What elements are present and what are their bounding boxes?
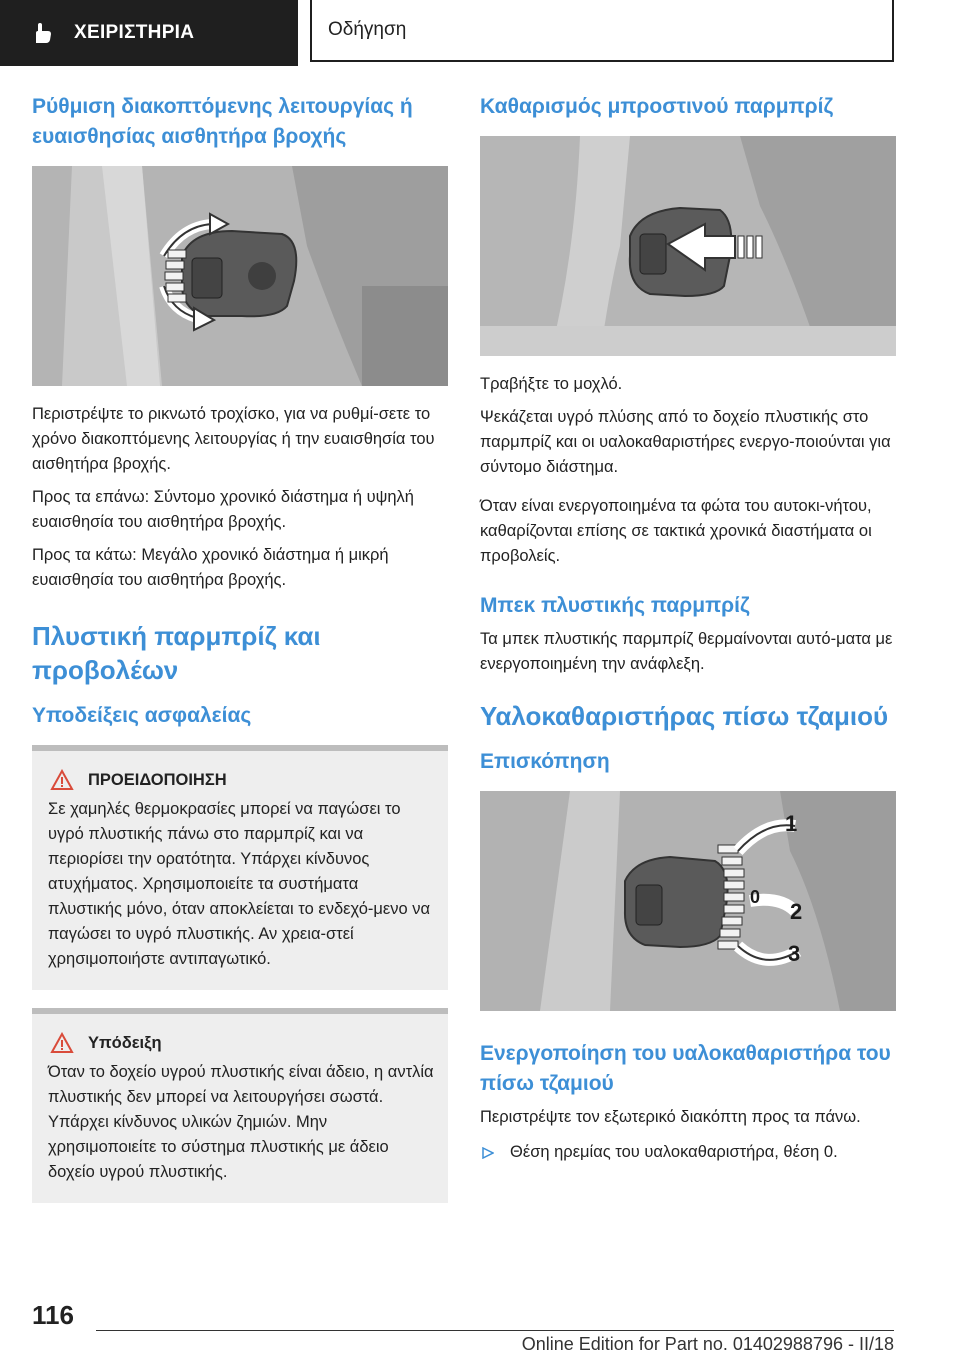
chapter-label: Οδήγηση [310, 0, 894, 62]
paragraph: Προς τα επάνω: Σύντομο χρονικό διάστημα ή υψηλή ευαισθησία του αισθητήρα βροχής. [32, 488, 414, 531]
position-label-2: 2 [790, 899, 803, 924]
note-title: Υπόδειξη [88, 1033, 162, 1052]
position-label-1: 1 [785, 811, 798, 836]
figure-pull-lever [480, 136, 896, 356]
page-number: 116 [32, 1300, 74, 1330]
paragraph: Περιστρέψτε το ρικνωτό τροχίσκο, για να ρυθμί-σετε το χρόνο διακοπτόμενης λειτουργίας ή την ευαισθησία του αισθητήρα βροχής. [32, 405, 435, 473]
left-column [32, 92, 448, 1221]
warning-box [32, 745, 448, 990]
paragraph: Προς τα κάτω: Μεγάλο χρονικό διάστημα ή μικρή ευαισθησία του αισθητήρα βροχής. [32, 546, 389, 589]
paragraph: Περιστρέψτε τον εξωτερικό διακόπτη προς τα πάνω. [480, 1108, 861, 1126]
heading-intermittent-adjust: Ρύθμιση διακοπτόμενης λειτουργίας ή ευαισθησίας αισθητήρα βροχής [32, 95, 413, 148]
caution-triangle-icon [50, 1032, 74, 1054]
paragraph: Όταν είναι ενεργοποιημένα τα φώτα του αυτοκι-νήτου, καθαρίζονται επίσης σε τακτικά χρονικά διαστήματα οι προβολείς. [480, 497, 872, 565]
heading-activate-rear-wiper: Ενεργοποίηση του υαλοκαθαριστήρα του πίσω τζαμιού [480, 1042, 891, 1095]
section-title: ΧΕΙΡΙΣΤΗΡΙΑ [74, 22, 195, 43]
page-header [0, 0, 960, 66]
paragraph: Τραβήξτε το μοχλό. [480, 375, 623, 393]
pointing-hand-icon [28, 19, 56, 47]
paragraph: Τα μπεκ πλυστικής παρμπρίζ θερμαίνονται αυτό-ματα με ενεργοποιημένη την ανάφλεξη. [480, 630, 893, 673]
section-tab [0, 0, 298, 66]
heading-safety-notes: Υποδείξεις ασφαλείας [32, 704, 252, 727]
bullet-triangle-icon [482, 1147, 494, 1159]
warning-triangle-icon [50, 769, 74, 791]
warning-title: ΠΡΟΕΙΔΟΠΟΙΗΣΗ [88, 770, 227, 789]
position-label-0: 0 [750, 887, 761, 907]
heading-washer: Πλυστική παρμπρίζ και προβολέων [32, 621, 321, 685]
heading-front-wash: Καθαρισμός μπροστινού παρμπρίζ [480, 95, 834, 118]
warning-text: Σε χαμηλές θερμοκρασίες μπορεί να παγώσει το υγρό πλυστικής πάνω στο παρμπρίζ και να περιορίσει την ορατότητα. Υπάρχει κίνδυνος ατυχήματος. Χρησιμοποιείτε τα συστήματα πλυστικής μόνο, όταν αποκλείεται το ενδεχό-μενο να παγώσει το υγρό πλυστικής. Αν χρεια-στεί χρησιμοποιήστε αντιπαγωτικό. [48, 800, 431, 968]
figure-rear-wiper-positions [480, 791, 896, 1011]
note-text: Όταν το δοχείο υγρού πλυστικής είναι άδειο, η αντλία πλυστικής δεν μπορεί να λειτουργήσει σωστά. Υπάρχει κίνδυνος υλικών ζημιών. Μην χρησιμοποιείτε το σύστημα πλυστικής με άδειο δοχείο υγρού πλυστικής. [48, 1063, 434, 1181]
position-label-3: 3 [788, 941, 801, 966]
footer-edition: Online Edition for Part no. 01402988796 - II/18 [521, 1334, 894, 1354]
note-box [32, 1008, 448, 1203]
heading-overview: Επισκόπηση [480, 750, 610, 773]
paragraph: Ψεκάζεται υγρό πλύσης από το δοχείο πλυστικής στο παρμπρίζ και οι υαλοκαθαριστήρες ενεργο-ποιούνται για σύντομο διάστημα. [480, 408, 891, 476]
heading-rear-wiper: Υαλοκαθαριστήρας πίσω τζαμιού [480, 701, 889, 731]
right-column [480, 92, 896, 1165]
heading-nozzles: Μπεκ πλυστικής παρμπρίζ [480, 594, 750, 617]
figure-rain-sensor-wheel [32, 166, 448, 386]
bullet-text: Θέση ηρεμίας του υαλοκαθαριστήρα, θέση 0. [510, 1143, 838, 1161]
footer-divider [96, 1330, 894, 1331]
list-item [480, 1140, 896, 1165]
